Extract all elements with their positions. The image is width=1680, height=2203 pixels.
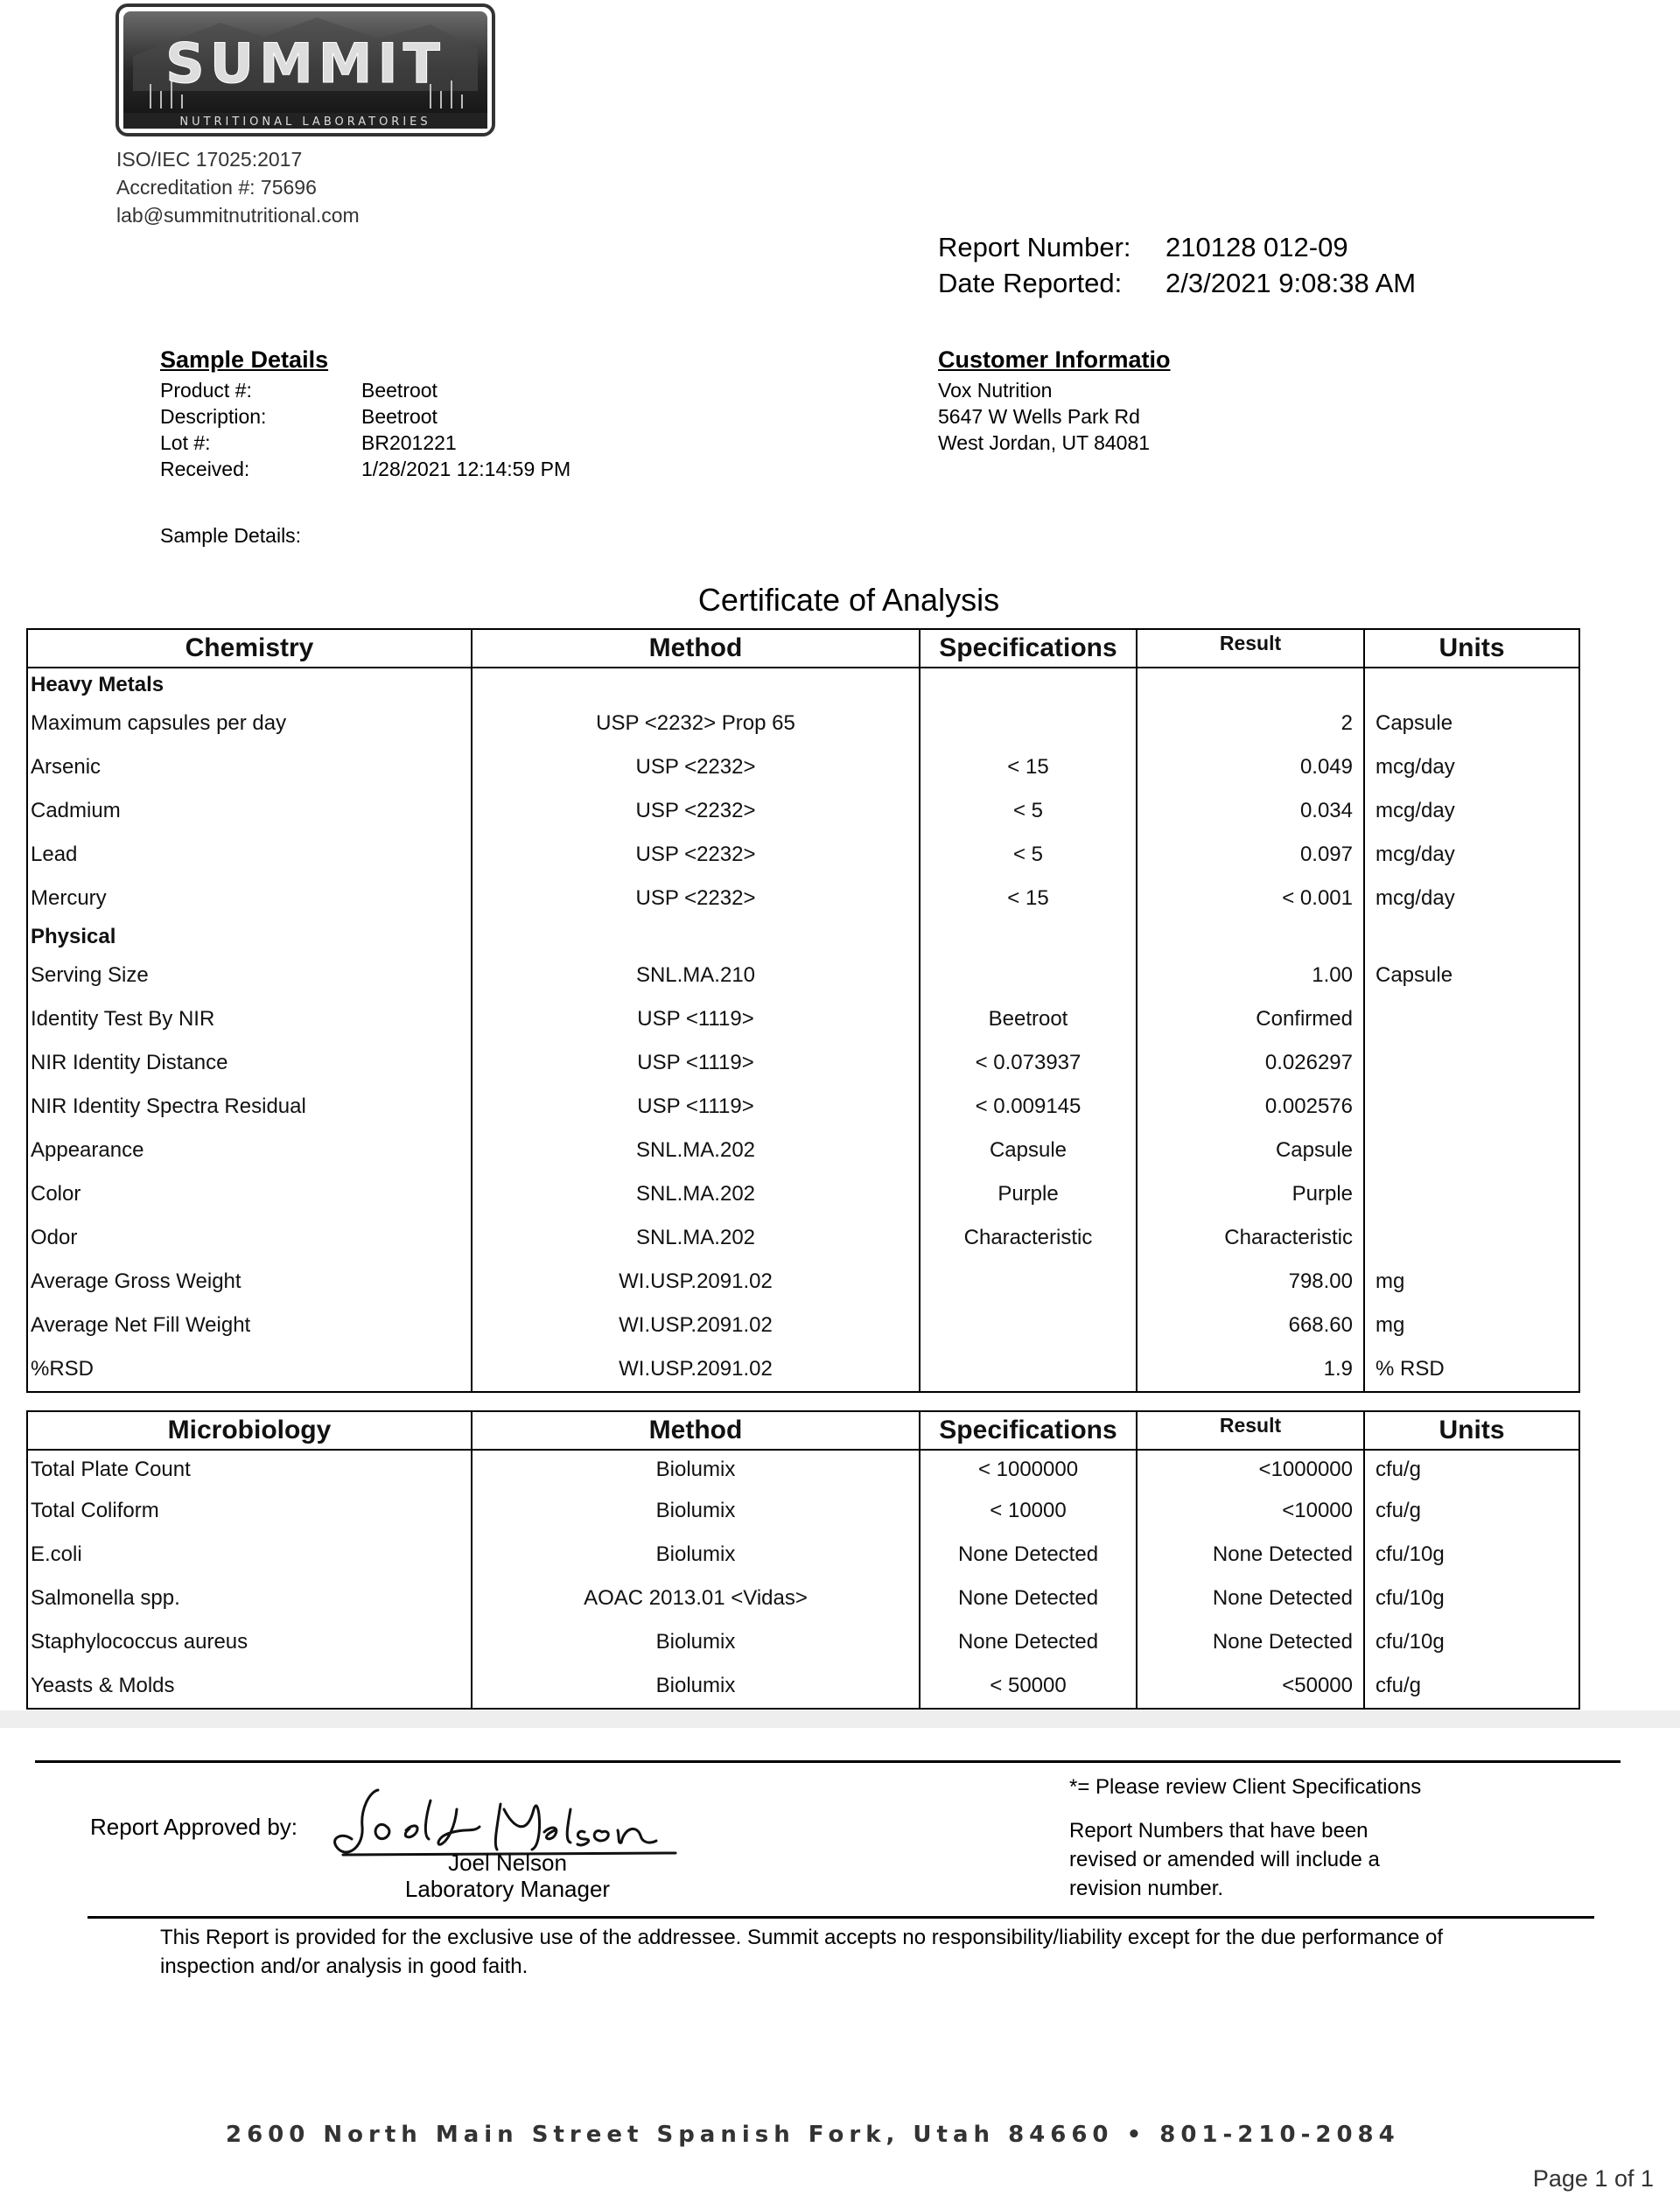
col-chemistry: Chemistry: [27, 629, 472, 668]
result: 0.097: [1137, 833, 1364, 877]
table-row: [27, 1664, 1579, 1709]
units: [1364, 1085, 1579, 1129]
col-method: Method: [472, 1411, 920, 1450]
units: % RSD: [1364, 1347, 1579, 1392]
revision-note-line: revision number.: [1069, 1877, 1224, 1900]
units: mg: [1364, 1260, 1579, 1304]
specification: < 50000: [920, 1664, 1137, 1709]
table-row: [27, 702, 1579, 745]
units: mcg/day: [1364, 833, 1579, 877]
test-name: Lead: [27, 833, 472, 877]
col-specifications: Specifications: [920, 629, 1137, 668]
specification: [920, 1347, 1137, 1392]
report-number-label: Report Number:: [938, 232, 1131, 262]
specification: [920, 954, 1137, 997]
specification: [920, 1304, 1137, 1347]
accreditation-number: Accreditation #: 75696: [116, 176, 317, 199]
test-name: Average Net Fill Weight: [27, 1304, 472, 1347]
table-row: [27, 789, 1579, 833]
units: cfu/10g: [1364, 1620, 1579, 1664]
units: Capsule: [1364, 702, 1579, 745]
units: mcg/day: [1364, 745, 1579, 789]
specification: < 1000000: [920, 1450, 1137, 1489]
result: <10000: [1137, 1489, 1364, 1533]
table-row: [27, 1533, 1579, 1577]
chemistry-table: [26, 628, 1580, 1393]
approver-name: Joel Nelson: [448, 1850, 567, 1876]
test-name: NIR Identity Distance: [27, 1041, 472, 1085]
table-row: [27, 833, 1579, 877]
specification: < 10000: [920, 1489, 1137, 1533]
table-row: [27, 1620, 1579, 1664]
method: AOAC 2013.01 <Vidas>: [472, 1577, 920, 1620]
col-result: Result: [1137, 1411, 1364, 1450]
report-meta: [938, 229, 1416, 301]
empty-cell: [472, 920, 920, 954]
units: cfu/g: [1364, 1450, 1579, 1489]
result: <1000000: [1137, 1450, 1364, 1489]
result: <50000: [1137, 1664, 1364, 1709]
result: Capsule: [1137, 1129, 1364, 1172]
method: Biolumix: [472, 1664, 920, 1709]
specification: < 15: [920, 877, 1137, 920]
method: Biolumix: [472, 1450, 920, 1489]
method: SNL.MA.202: [472, 1216, 920, 1260]
units: [1364, 1041, 1579, 1085]
certificate-title: Certificate of Analysis: [697, 582, 1000, 618]
specification: Beetroot: [920, 997, 1137, 1041]
col-units: Units: [1364, 629, 1579, 668]
disclaimer-line: This Report is provided for the exclusive use of the addressee. Summit accepts no responsibility/liability except for the due performance of: [160, 1926, 1444, 1949]
specification: [920, 702, 1137, 745]
customer-info-heading: Customer Informatio: [938, 346, 1171, 373]
group-heading: Physical: [27, 920, 472, 954]
col-result: Result: [1137, 629, 1364, 668]
specification: [920, 1260, 1137, 1304]
test-name: Maximum capsules per day: [27, 702, 472, 745]
microbiology-table: [26, 1410, 1580, 1710]
approved-by-label: Report Approved by:: [90, 1814, 298, 1840]
sample-details-section: [160, 346, 570, 482]
table-row: [27, 1260, 1579, 1304]
test-name: Identity Test By NIR: [27, 997, 472, 1041]
test-name: Arsenic: [27, 745, 472, 789]
empty-cell: [1137, 920, 1364, 954]
specification: Characteristic: [920, 1216, 1137, 1260]
result: None Detected: [1137, 1577, 1364, 1620]
table-row: [27, 1216, 1579, 1260]
description-label: Description:: [160, 405, 267, 428]
lab-email: lab@summitnutritional.com: [116, 204, 360, 227]
test-name: Average Gross Weight: [27, 1260, 472, 1304]
client-spec-note: *= Please review Client Specifications: [1069, 1775, 1422, 1799]
result: Confirmed: [1137, 997, 1364, 1041]
method: WI.USP.2091.02: [472, 1304, 920, 1347]
col-method: Method: [472, 629, 920, 668]
divider: [88, 1916, 1594, 1919]
specification: < 0.009145: [920, 1085, 1137, 1129]
product-label: Product #:: [160, 379, 252, 402]
group-row: [27, 668, 1579, 702]
result: 0.049: [1137, 745, 1364, 789]
iso-standard: ISO/IEC 17025:2017: [116, 148, 303, 171]
lab-address: 2600 North Main Street Spanish Fork, Utah 84660 • 801-210-2084: [226, 2122, 1400, 2148]
specification: None Detected: [920, 1620, 1137, 1664]
test-name: Odor: [27, 1216, 472, 1260]
table-row: [27, 997, 1579, 1041]
divider: [35, 1760, 1620, 1763]
test-name: Cadmium: [27, 789, 472, 833]
received-label: Received:: [160, 458, 250, 480]
result: 0.026297: [1137, 1041, 1364, 1085]
sample-details-label: Sample Details:: [160, 524, 302, 547]
method: SNL.MA.202: [472, 1172, 920, 1216]
result: Purple: [1137, 1172, 1364, 1216]
table-row: [27, 1129, 1579, 1172]
table-row: [27, 1041, 1579, 1085]
accreditation-block: [116, 145, 360, 229]
method: WI.USP.2091.02: [472, 1347, 920, 1392]
test-name: Appearance: [27, 1129, 472, 1172]
sample-details-heading: Sample Details: [160, 346, 329, 373]
date-reported: 2/3/2021 9:08:38 AM: [1166, 268, 1417, 298]
result: 1.00: [1137, 954, 1364, 997]
table-row: [27, 745, 1579, 789]
units: mcg/day: [1364, 789, 1579, 833]
method: USP <2232>: [472, 745, 920, 789]
table-row: [27, 877, 1579, 920]
customer-street: 5647 W Wells Park Rd: [938, 405, 1140, 428]
result: < 0.001: [1137, 877, 1364, 920]
specification: < 15: [920, 745, 1137, 789]
result: None Detected: [1137, 1620, 1364, 1664]
empty-cell: [920, 920, 1137, 954]
specification: < 5: [920, 833, 1137, 877]
report-number: 210128 012-09: [1166, 232, 1348, 262]
result: 0.002576: [1137, 1085, 1364, 1129]
table-row: [27, 954, 1579, 997]
method: Biolumix: [472, 1620, 920, 1664]
page-number: Page 1 of 1: [1532, 2165, 1654, 2192]
table-row: [27, 1172, 1579, 1216]
method: Biolumix: [472, 1489, 920, 1533]
table-row: [27, 1577, 1579, 1620]
test-name: Yeasts & Molds: [27, 1664, 472, 1709]
result: 668.60: [1137, 1304, 1364, 1347]
specification: None Detected: [920, 1577, 1137, 1620]
col-specifications: Specifications: [920, 1411, 1137, 1450]
specification: Purple: [920, 1172, 1137, 1216]
table-row: [27, 1085, 1579, 1129]
test-name: Staphylococcus aureus: [27, 1620, 472, 1664]
specification: < 0.073937: [920, 1041, 1137, 1085]
units: cfu/10g: [1364, 1533, 1579, 1577]
test-name: Serving Size: [27, 954, 472, 997]
method: USP <2232> Prop 65: [472, 702, 920, 745]
description-value: Beetroot: [361, 405, 438, 428]
units: [1364, 997, 1579, 1041]
method: USP <1119>: [472, 1041, 920, 1085]
method: USP <2232>: [472, 877, 920, 920]
disclaimer-line: inspection and/or analysis in good faith.: [160, 1955, 528, 1978]
customer-name: Vox Nutrition: [938, 379, 1053, 402]
col-units: Units: [1364, 1411, 1579, 1450]
empty-cell: [1364, 668, 1579, 702]
col-microbiology: Microbiology: [27, 1411, 472, 1450]
revision-note-line: Report Numbers that have been: [1069, 1819, 1368, 1843]
lot-value: BR201221: [361, 431, 457, 454]
method: Biolumix: [472, 1533, 920, 1577]
test-name: Total Coliform: [27, 1489, 472, 1533]
result: 1.9: [1137, 1347, 1364, 1392]
method: USP <1119>: [472, 1085, 920, 1129]
units: mg: [1364, 1304, 1579, 1347]
logo-tagline: NUTRITIONAL LABORATORIES: [179, 115, 431, 129]
units: [1364, 1129, 1579, 1172]
approver-block: [332, 1850, 682, 1902]
test-name: E.coli: [27, 1533, 472, 1577]
method: USP <2232>: [472, 833, 920, 877]
test-name: Color: [27, 1172, 472, 1216]
method: USP <2232>: [472, 789, 920, 833]
units: cfu/g: [1364, 1489, 1579, 1533]
test-name: Mercury: [27, 877, 472, 920]
test-name: Total Plate Count: [27, 1450, 472, 1489]
method: WI.USP.2091.02: [472, 1260, 920, 1304]
revision-note: [1069, 1816, 1380, 1903]
table-row: [27, 1450, 1579, 1489]
units: [1364, 1172, 1579, 1216]
result: 798.00: [1137, 1260, 1364, 1304]
empty-cell: [1137, 668, 1364, 702]
lot-label: Lot #:: [160, 431, 211, 454]
date-reported-label: Date Reported:: [938, 268, 1123, 298]
result: Characteristic: [1137, 1216, 1364, 1260]
units: cfu/10g: [1364, 1577, 1579, 1620]
result: 2: [1137, 702, 1364, 745]
received-value: 1/28/2021 12:14:59 PM: [361, 458, 571, 480]
customer-city: West Jordan, UT 84081: [938, 431, 1151, 454]
units: cfu/g: [1364, 1664, 1579, 1709]
micro-header-row: [27, 1411, 1579, 1450]
table-row: [27, 1489, 1579, 1533]
table-row: [27, 1347, 1579, 1392]
grey-band: [0, 1710, 1680, 1728]
chemistry-header-row: [27, 629, 1579, 668]
specification: None Detected: [920, 1533, 1137, 1577]
group-row: [27, 920, 1579, 954]
units: mcg/day: [1364, 877, 1579, 920]
test-name: NIR Identity Spectra Residual: [27, 1085, 472, 1129]
method: SNL.MA.202: [472, 1129, 920, 1172]
product-value: Beetroot: [361, 379, 438, 402]
disclaimer: [160, 1923, 1578, 1981]
test-name: Salmonella spp.: [27, 1577, 472, 1620]
empty-cell: [920, 668, 1137, 702]
summit-logo: [116, 3, 495, 136]
approver-role: Laboratory Manager: [404, 1876, 611, 1902]
units: Capsule: [1364, 954, 1579, 997]
test-name: %RSD: [27, 1347, 472, 1392]
empty-cell: [1364, 920, 1579, 954]
method: SNL.MA.210: [472, 954, 920, 997]
result: 0.034: [1137, 789, 1364, 833]
empty-cell: [472, 668, 920, 702]
revision-note-line: revised or amended will include a: [1069, 1848, 1380, 1871]
result: None Detected: [1137, 1533, 1364, 1577]
units: [1364, 1216, 1579, 1260]
specification: Capsule: [920, 1129, 1137, 1172]
method: USP <1119>: [472, 997, 920, 1041]
group-heading: Heavy Metals: [27, 668, 472, 702]
logo-wordmark: SUMMIT: [165, 31, 445, 95]
specification: < 5: [920, 789, 1137, 833]
table-row: [27, 1304, 1579, 1347]
customer-info-section: [938, 346, 1171, 456]
